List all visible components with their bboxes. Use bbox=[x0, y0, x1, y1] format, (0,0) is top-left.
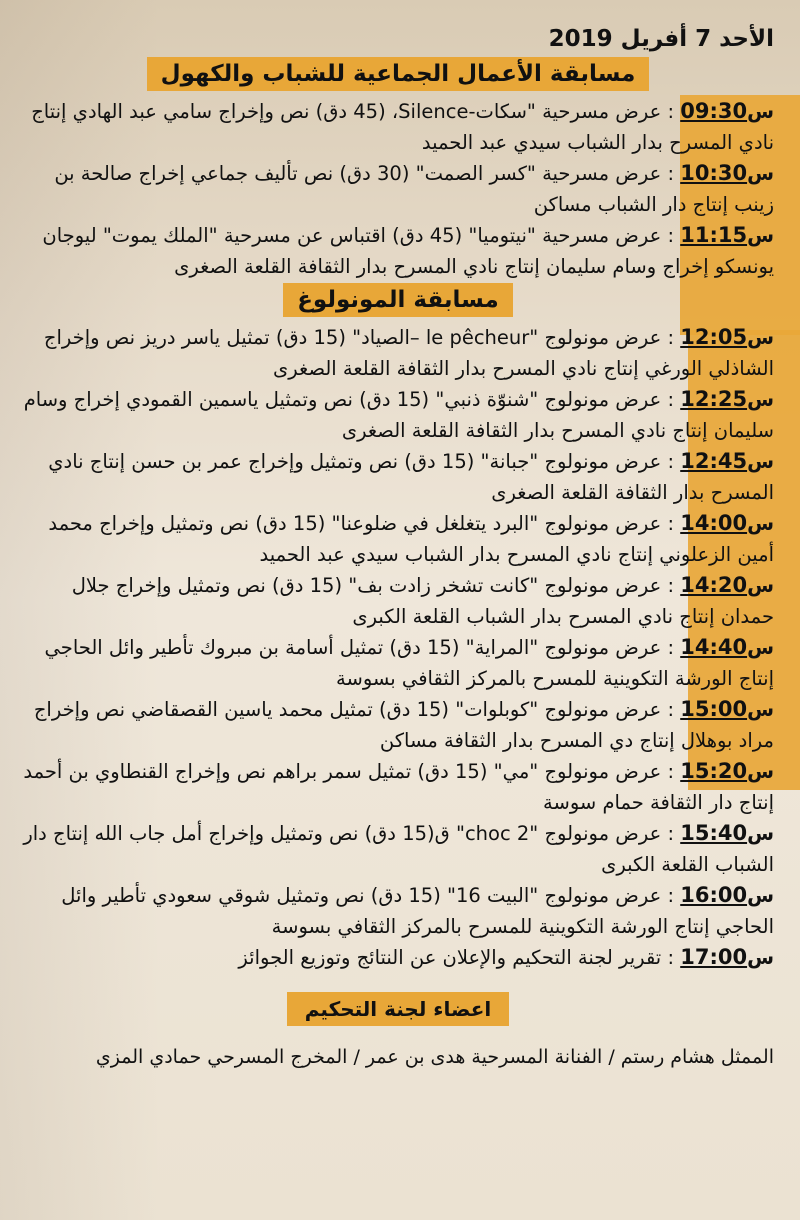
entry-text: عرض مونولوج "مي" (15 دق) تمثيل سمر براهم نص وإخراج القنطاوي بن أحمد إنتاج دار الثقافة حمام سوسة bbox=[23, 760, 774, 814]
entry-text: عرض مونولوج "البيت 16" (15 دق) نص وتمثيل شوقي سعودي تأطير وائل الحاجي إنتاج الورشة التكوينية للمسرح بالمركز الثقافي بسوسة bbox=[61, 884, 774, 938]
entry-text: عرض مونولوج "كوبلوات" (15 دق) تمثيل محمد ياسين القصقاضي نص وإخراج مراد بوهلال إنتاج دي المسرح بدار الثقافة مساكن bbox=[33, 698, 774, 752]
schedule-entry: س12:25 : عرض مونولوج "شنوّة ذنبي" (15 دق) نص وتمثيل ياسمين القمودي إخراج وسام سليمان إنتاج نادي المسرح بدار الثقافة القلعة الصغرى bbox=[23, 387, 774, 442]
section-monologue-title: مسابقة المونولوغ bbox=[283, 283, 513, 317]
entry-time-prefix: س bbox=[747, 224, 774, 247]
entry-time-prefix: س bbox=[747, 162, 774, 185]
entry-time: 14:20 bbox=[680, 573, 748, 597]
entry-time: 17:00 bbox=[680, 945, 748, 969]
entry-time-prefix: س bbox=[747, 388, 774, 411]
schedule-date: الأحد 7 أفريل 2019 bbox=[548, 26, 774, 52]
entry-time-prefix: س bbox=[747, 822, 774, 845]
entry-text: عرض مونولوج "le pêcheur –الصياد" (15 دق) تمثيل ياسر دريز نص وإخراج الشاذلي الورغي إنتاج نادي المسرح بدار الثقافة القلعة الصغرى bbox=[43, 326, 774, 380]
entry-time-prefix: س bbox=[747, 450, 774, 473]
entry-time: 09:30 bbox=[680, 99, 748, 123]
entry-text: عرض مونولوج "كانت تشخر زادت بف" (15 دق) نص وتمثيل وإخراج جلال حمدان إنتاج نادي المسرح بدار الشباب القلعة الكبرى bbox=[71, 574, 774, 628]
entry-text: عرض مسرحية "نيتوميا" (45 دق) اقتباس عن مسرحية "الملك يموت" ليوجان يونسكو إخراج وسام سليمان إنتاج نادي المسرح بدار الثقافة القلعة الصغرى bbox=[42, 224, 774, 278]
schedule-entry: س14:20 : عرض مونولوج "كانت تشخر زادت بف" (15 دق) نص وتمثيل وإخراج جلال حمدان إنتاج نادي المسرح بدار الشباب القلعة الكبرى bbox=[71, 573, 774, 628]
monologue-list bbox=[22, 322, 774, 973]
jury-title: اعضاء لجنة التحكيم bbox=[287, 992, 510, 1026]
schedule-entry: س14:00 : عرض مونولوج "البرد يتغلغل في ضلوعنا" (15 دق) نص وتمثيل وإخراج محمد أمين الزعلوني إنتاج نادي المسرح بدار الشباب سيدي عبد الحميد bbox=[48, 511, 774, 566]
entry-time-prefix: س bbox=[747, 100, 774, 123]
entry-time: 11:15 bbox=[680, 223, 748, 247]
schedule-entry: س09:30 : عرض مسرحية "سكات-Silence، (45 دق) نص وإخراج سامي عبد الهادي إنتاج نادي المسرح بدار الشباب سيدي عبد الحميد bbox=[31, 99, 774, 154]
entry-text: عرض مسرحية "كسر الصمت" (30 دق) نص تأليف جماعي إخراج صالحة بن زينب إنتاج دار الشباب مساكن bbox=[54, 162, 774, 216]
schedule-entry: س14:40 : عرض مونولوج "المراية" (15 دق) تمثيل أسامة بن مبروك تأطير وائل الحاجي إنتاج الورشة التكوينية للمسرح بالمركز الثقافي بسوسة bbox=[44, 635, 774, 690]
entry-time-prefix: س bbox=[747, 574, 774, 597]
schedule-entry: س16:00 : عرض مونولوج "البيت 16" (15 دق) نص وتمثيل شوقي سعودي تأطير وائل الحاجي إنتاج الورشة التكوينية للمسرح بالمركز الثقافي بسوسة bbox=[61, 883, 774, 938]
entry-time-prefix: س bbox=[747, 698, 774, 721]
schedule-entry: س10:30 : عرض مسرحية "كسر الصمت" (30 دق) نص تأليف جماعي إخراج صالحة بن زينب إنتاج دار الشباب مساكن bbox=[54, 161, 774, 216]
entry-time-prefix: س bbox=[747, 760, 774, 783]
entry-time-prefix: س bbox=[747, 946, 774, 969]
entry-time: 12:45 bbox=[680, 449, 748, 473]
entry-time: 15:40 bbox=[680, 821, 748, 845]
entry-time: 15:20 bbox=[680, 759, 748, 783]
jury-section bbox=[22, 991, 774, 1031]
entry-time: 12:25 bbox=[680, 387, 748, 411]
jury-members: الممثل هشام رستم / الفنانة المسرحية هدى بن عمر / المخرج المسرحي حمادي المزي bbox=[95, 1046, 774, 1068]
entry-time: 15:00 bbox=[680, 697, 748, 721]
schedule-entry: س12:45 : عرض مونولوج "جبانة" (15 دق) نص وتمثيل وإخراج عمر بن حسن إنتاج نادي المسرح بدار الثقافة القلعة الصغرى bbox=[48, 449, 774, 504]
entry-text: عرض مونولوج "البرد يتغلغل في ضلوعنا" (15 دق) نص وتمثيل وإخراج محمد أمين الزعلوني إنتاج نادي المسرح بدار الشباب سيدي عبد الحميد bbox=[48, 512, 774, 566]
section-group-works-title: مسابقة الأعمال الجماعية للشباب والكهول bbox=[147, 57, 650, 91]
schedule-entry: س12:05 : عرض مونولوج "le pêcheur –الصياد" (15 دق) تمثيل ياسر دريز نص وإخراج الشاذلي الورغي إنتاج نادي المسرح بدار الثقافة القلعة الصغرى bbox=[43, 325, 774, 380]
entry-text: عرض مسرحية "سكات-Silence، (45 دق) نص وإخراج سامي عبد الهادي إنتاج نادي المسرح بدار الشباب سيدي عبد الحميد bbox=[31, 100, 774, 154]
entry-time: 14:40 bbox=[680, 635, 748, 659]
entry-text: عرض مونولوج "شنوّة ذنبي" (15 دق) نص وتمثيل ياسمين القمودي إخراج وسام سليمان إنتاج نادي المسرح بدار الثقافة القلعة الصغرى bbox=[23, 388, 774, 442]
entry-time-prefix: س bbox=[747, 326, 774, 349]
entry-time: 10:30 bbox=[680, 161, 748, 185]
schedule-entry: س11:15 : عرض مسرحية "نيتوميا" (45 دق) اقتباس عن مسرحية "الملك يموت" ليوجان يونسكو إخراج وسام سليمان إنتاج نادي المسرح بدار الثقافة القلعة الصغرى bbox=[42, 223, 774, 278]
group-works-list bbox=[22, 96, 774, 282]
schedule-entry: س15:20 : عرض مونولوج "مي" (15 دق) تمثيل سمر براهم نص وإخراج القنطاوي بن أحمد إنتاج دار الثقافة حمام سوسة bbox=[23, 759, 774, 814]
entry-time-prefix: س bbox=[747, 636, 774, 659]
section-group-works bbox=[22, 56, 774, 96]
entry-time: 12:05 bbox=[680, 325, 748, 349]
entry-text: تقرير لجنة التحكيم والإعلان عن النتائج وتوزيع الجوائز bbox=[238, 946, 662, 969]
schedule-entry: س15:00 : عرض مونولوج "كوبلوات" (15 دق) تمثيل محمد ياسين القصقاضي نص وإخراج مراد بوهلال إنتاج دي المسرح بدار الثقافة مساكن bbox=[33, 697, 774, 752]
entry-time: 14:00 bbox=[680, 511, 748, 535]
entry-time-prefix: س bbox=[747, 512, 774, 535]
entry-time: 16:00 bbox=[680, 883, 748, 907]
entry-text: عرض مونولوج "choc 2" ق(15 دق) نص وتمثيل وإخراج أمل جاب الله إنتاج دار الشباب القلعة الكبرى bbox=[23, 822, 774, 876]
entry-time-prefix: س bbox=[747, 884, 774, 907]
schedule-entry: س15:40 : عرض مونولوج "choc 2" ق(15 دق) نص وتمثيل وإخراج أمل جاب الله إنتاج دار الشباب القلعة الكبرى bbox=[23, 821, 774, 876]
schedule-entry: س17:00 : تقرير لجنة التحكيم والإعلان عن النتائج وتوزيع الجوائز bbox=[238, 945, 774, 969]
schedule-content bbox=[22, 22, 774, 1220]
entry-text: عرض مونولوج "المراية" (15 دق) تمثيل أسامة بن مبروك تأطير وائل الحاجي إنتاج الورشة التكوينية للمسرح بالمركز الثقافي بسوسة bbox=[44, 636, 774, 690]
entry-text: عرض مونولوج "جبانة" (15 دق) نص وتمثيل وإخراج عمر بن حسن إنتاج نادي المسرح بدار الثقافة القلعة الصغرى bbox=[48, 450, 774, 504]
section-monologue bbox=[22, 282, 774, 322]
